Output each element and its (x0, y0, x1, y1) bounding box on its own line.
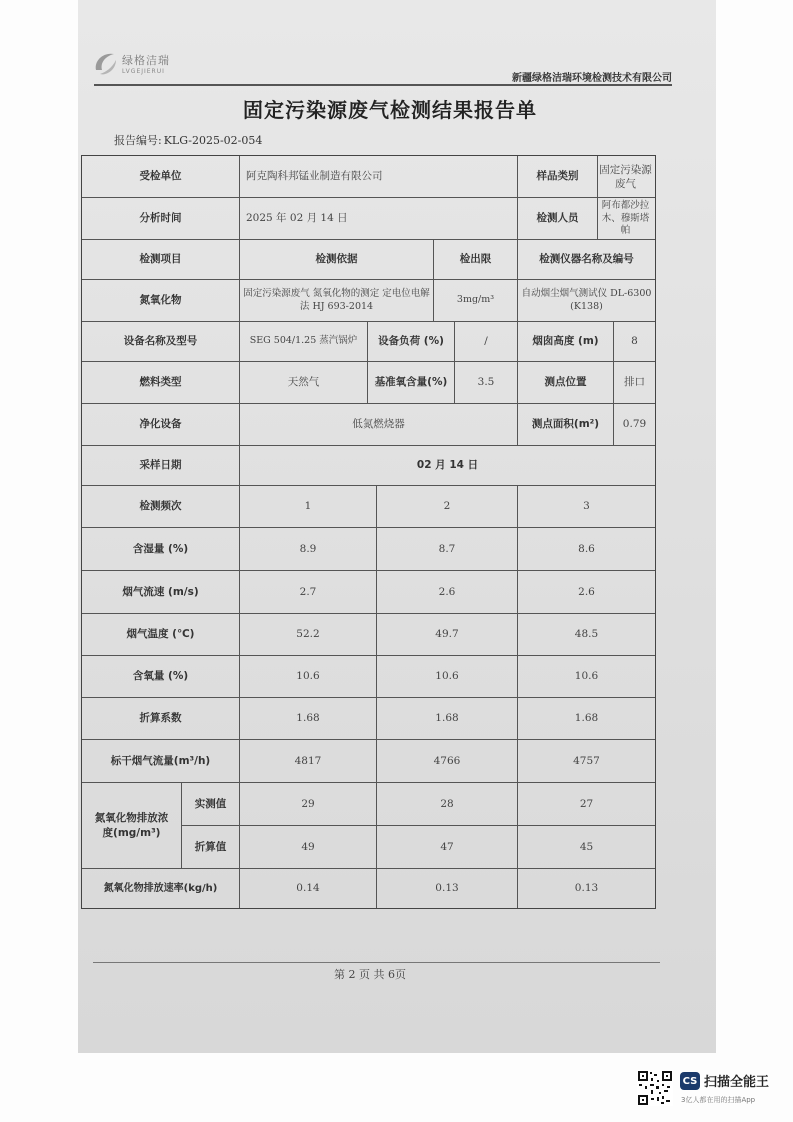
report-number (112, 132, 262, 148)
load-value: / (455, 322, 518, 362)
qr-code-icon (637, 1070, 673, 1106)
row-value: 2.7 (240, 571, 377, 614)
analysis-time-label: 分析时间 (82, 198, 240, 240)
instrument-value: 自动烟尘烟气测试仪 DL-6300 (K138) (518, 280, 655, 322)
load-label: 设备负荷 (%) (368, 322, 455, 362)
report-number-label: 报告编号: (114, 134, 162, 147)
basis-label: 检测依据 (240, 240, 434, 280)
converted-label: 折算值 (182, 826, 240, 869)
logo-text-cn: 绿格洁瑞 (122, 54, 170, 67)
row-label: 折算系数 (82, 698, 240, 740)
fuel-label: 燃料类型 (82, 362, 240, 404)
conc-label: 氮氧化物排放浓度(mg/m³) (82, 783, 182, 869)
analysis-time-value: 2025 年 02 月 14 日 (240, 198, 518, 240)
row-value: 4817 (240, 740, 377, 783)
measured-label: 实测值 (182, 783, 240, 826)
footer-divider (93, 962, 660, 963)
row-value: 1.68 (518, 698, 655, 740)
report-title: 固定污染源废气检测结果报告单 (243, 98, 537, 122)
measured-value: 28 (377, 783, 518, 826)
row-value: 1.68 (240, 698, 377, 740)
row-value: 49.7 (377, 614, 518, 656)
ref-oxygen-label: 基准氧含量(%) (368, 362, 455, 404)
item-value: 氮氧化物 (82, 280, 240, 322)
sampling-date-value: 02 月 14 日 (240, 446, 655, 486)
scanner-app-tagline: 3亿人都在用的扫描App (681, 1096, 756, 1104)
report-number-value: KLG-2025-02-054 (163, 134, 263, 147)
instrument-label: 检测仪器名称及编号 (518, 240, 655, 280)
row-value: 10.6 (377, 656, 518, 698)
equipment-value: SEG 504/1.25 蒸汽锅炉 (240, 322, 368, 362)
row-value: 8.7 (377, 528, 518, 571)
row-value: 1.68 (377, 698, 518, 740)
row-value: 2.6 (377, 571, 518, 614)
area-value: 0.79 (614, 404, 655, 446)
converted-value: 49 (240, 826, 377, 869)
converted-value: 47 (377, 826, 518, 869)
frequency-label: 检测频次 (82, 486, 240, 528)
limit-value: 3mg/m³ (434, 280, 518, 322)
equipment-label: 设备名称及型号 (82, 322, 240, 362)
measured-value: 27 (518, 783, 655, 826)
unit-label: 受检单位 (82, 156, 240, 198)
sample-type-value-text: 固定污染源废气 (599, 163, 652, 190)
fuel-value: 天然气 (240, 362, 368, 404)
company-name: 新疆绿格洁瑞环境检测技术有限公司 (512, 73, 672, 84)
inspector-value: 阿布都沙拉木、穆斯塔帕 (601, 199, 650, 237)
logo-swirl-icon (92, 48, 120, 78)
frequency-1: 1 (240, 486, 377, 528)
logo-text-en: LVGEJIERUI (122, 68, 165, 75)
ref-oxygen-value: 3.5 (455, 362, 518, 404)
rate-value: 0.14 (240, 869, 377, 908)
inspector-label: 检测人员 (518, 198, 598, 240)
scanner-app-name: 扫描全能王 (704, 1075, 770, 1090)
position-label: 测点位置 (518, 362, 614, 404)
rate-value: 0.13 (574, 882, 599, 895)
row-label: 烟气温度 (℃) (82, 614, 240, 656)
stack-height-value: 8 (614, 322, 655, 362)
stack-height-label: 烟囱高度 (m) (518, 322, 614, 362)
header-divider (94, 84, 672, 86)
basis-value: 固定污染源废气 氮氧化物的测定 定电位电解法 HJ 693-2014 (240, 280, 434, 322)
row-label: 含氧量 (%) (82, 656, 240, 698)
converted-value: 45 (518, 826, 655, 869)
purify-value: 低氮燃烧器 (240, 404, 518, 446)
row-value: 8.6 (518, 528, 655, 571)
frequency-3: 3 (518, 486, 655, 528)
limit-label: 检出限 (434, 240, 518, 280)
page-number: 第 2 页 共 6页 (334, 968, 406, 981)
rate-value: 0.13 (377, 869, 518, 908)
frequency-2: 2 (377, 486, 518, 528)
item-label: 检测项目 (82, 240, 240, 280)
inspector-cell (598, 198, 655, 240)
camscanner-logo-icon: CS (680, 1072, 700, 1090)
row-value: 10.6 (518, 656, 655, 698)
row-value: 2.6 (518, 571, 655, 614)
unit-value: 阿克陶科邦锰业制造有限公司 (240, 156, 518, 198)
row-value: 8.9 (240, 528, 377, 571)
result-table (81, 155, 656, 909)
row-value: 52.2 (240, 614, 377, 656)
area-label: 测点面积(m²) (518, 404, 614, 446)
row-label: 烟气流速 (m/s) (82, 571, 240, 614)
measured-value: 29 (240, 783, 377, 826)
position-value: 排口 (614, 362, 655, 404)
row-value: 4766 (377, 740, 518, 783)
sample-type-label: 样品类别 (518, 156, 598, 198)
purify-label: 净化设备 (82, 404, 240, 446)
row-value: 48.5 (518, 614, 655, 656)
row-label: 含湿量 (%) (82, 528, 240, 571)
rate-label: 氮氧化物排放速率(kg/h) (82, 869, 240, 908)
row-value: 4757 (518, 740, 655, 783)
sampling-date-label: 采样日期 (82, 446, 240, 486)
row-label: 标干烟气流量(m³/h) (82, 740, 240, 783)
row-value: 10.6 (240, 656, 377, 698)
company-logo (92, 48, 202, 84)
